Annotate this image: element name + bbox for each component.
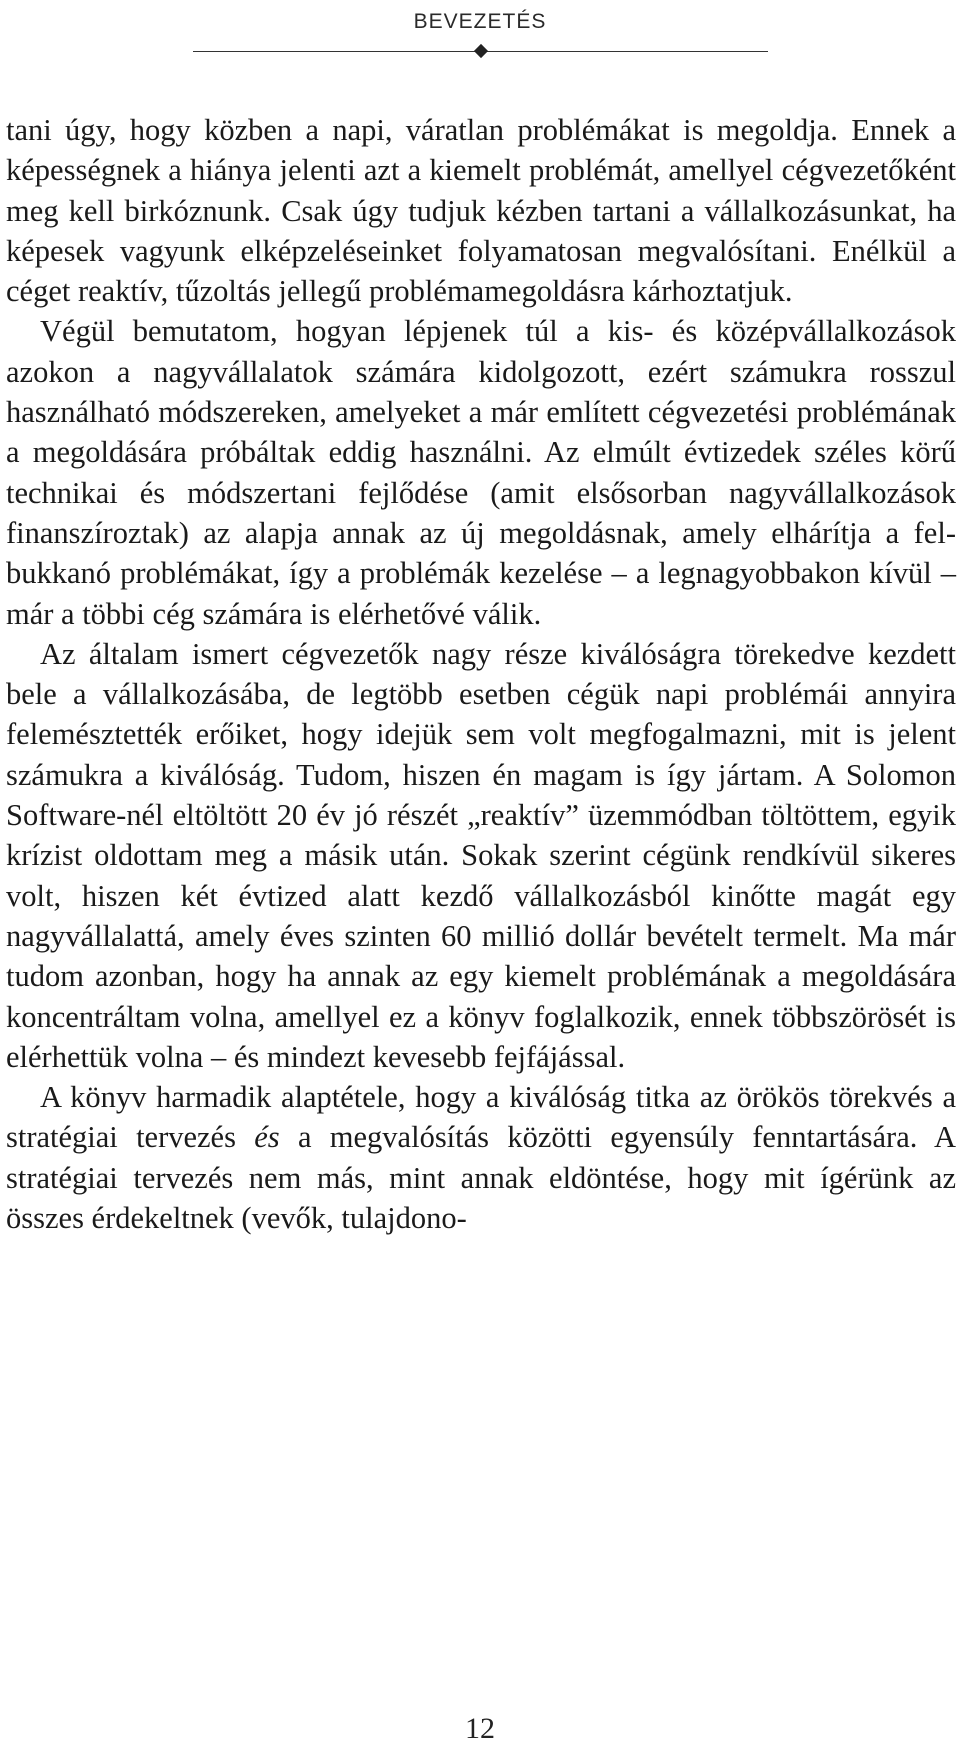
paragraph-4-emphasis: és (254, 1120, 280, 1155)
paragraph-4-part-2: a megvalósítás közötti egyensúly fenntartására. A stratégiai tervezés nem más, mint annak eldöntése, hogy mit ígérünk az összes érdekeltnek (vevők, tulajdono- (6, 1120, 957, 1236)
page-number: 12 (465, 1712, 495, 1745)
body-text (6, 110, 956, 1238)
paragraph-2: Végül bemutatom, hogyan lépjenek túl a kis- és középvállalkozások azokon a nagyvállalatok számára kidolgozott, ezért számukra rosszul használható módszereken, amelyeket a már említett cégvezetési problémának a megoldására próbáltak eddig használni. Az elmúlt évtizedek széles körű technikai és módszertani fejlődése (amit elsősorban nagyvállalkozások finanszíroztak) az alapja annak az új megoldásnak, amely elhárítja a felbukkanó problémákat, így a problémák kezelése – a legnagyobbakon kívül – már a többi cég számára is elérhetővé válik. (6, 314, 956, 631)
paragraph-3: Az általam ismert cégvezetők nagy része kiválóságra törekedve kezdett bele a vállalkozásába, de legtöbb esetben cégük napi problémái annyira felemésztették erőiket, hogy idejük sem volt megfogalmazni, mit is jelent számukra a kiválóság. Tudom, hiszen én magam is így jártam. A Solomon Software-nél eltöltött 20 év jó részét „reaktív” üzemmódban töltöttem, egyik krízist oldottam meg a másik után. Sokak szerint cégünk rendkívül sikeres volt, hiszen két évtized alatt kezdő vállalkozásból kinőtte magát egy nagyvállalattá, amely éves szinten 60 millió dollár bevételt termelt. Ma már tudom azonban, hogy ha annak az egy kiemelt problémának a megoldására koncentráltam volna, amellyel ez a könyv foglalkozik, ennek többszörösét is elérhettük volna – és mindezt kevesebb fejfájással. (6, 636, 956, 1074)
paragraph-1: tani úgy, hogy közben a napi, váratlan problémákat is megoldja. Ennek a képességnek a hiánya jelenti azt a kiemelt problémát, amellyel cégvezetőként meg kell birkóznunk. Csak úgy tudjuk kézben tartani a vállalkozásunkat, ha képesek vagyunk elképzeléseinket folyamatosan megvalósítani. Enélkül a céget reaktív, tűzoltás jellegű problémamegoldásra kárhoztatjuk. (6, 113, 956, 309)
paragraph-4-part-1: A könyv harmadik alaptétele, hogy a kiválóság titka az örökös törekvés a stratégiai tervezés (6, 1080, 956, 1155)
running-header (0, 0, 960, 60)
diamond-ornament-icon (474, 44, 488, 58)
chapter-title: BEVEZETÉS (413, 10, 547, 33)
paragraph-4 (6, 1077, 956, 1238)
